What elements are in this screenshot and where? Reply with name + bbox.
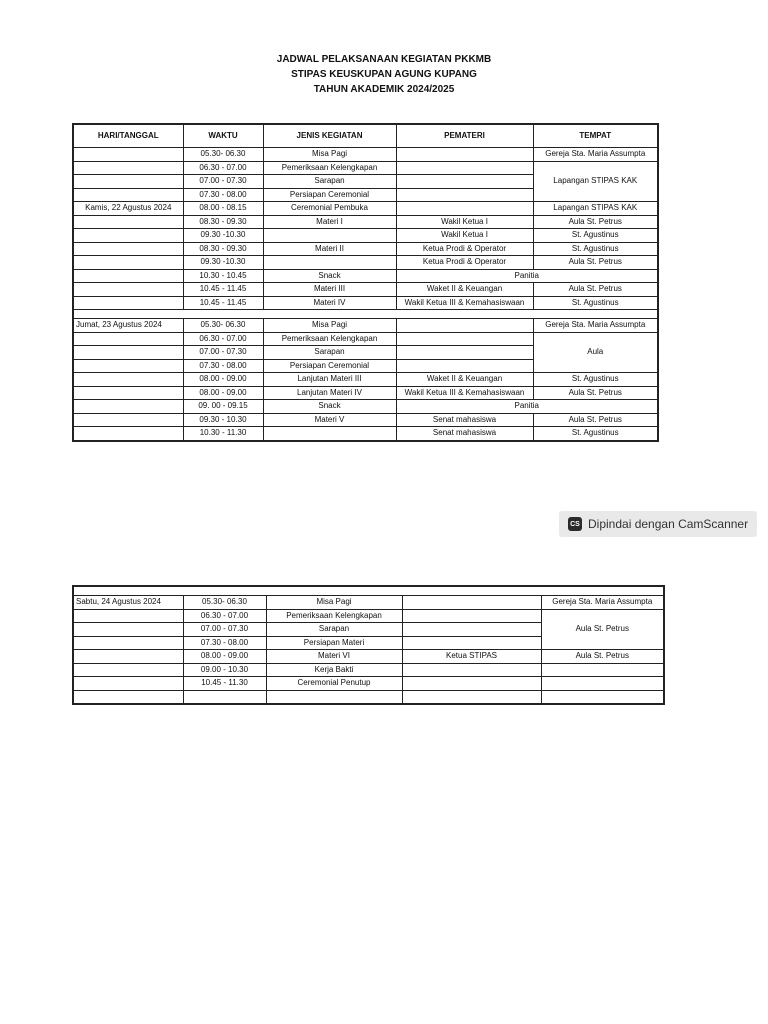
table-row — [73, 215, 658, 229]
place-cell: St. Agustinus — [533, 229, 658, 243]
table-row — [73, 650, 664, 664]
activity-cell: Ceremonial Pembuka — [263, 202, 396, 216]
header-place: TEMPAT — [533, 124, 658, 148]
table-row — [73, 148, 658, 162]
table-row — [73, 283, 658, 297]
table-row — [73, 413, 658, 427]
activity-cell: Pemeriksaan Kelengkapan — [263, 332, 396, 346]
time-cell: 07.00 - 07.30 — [183, 623, 266, 637]
speaker-cell: Ketua Prodi & Operator — [396, 256, 533, 270]
table-row — [73, 202, 658, 216]
time-cell: 10.45 - 11.30 — [183, 677, 266, 691]
speaker-cell — [402, 609, 541, 623]
place-cell: St. Agustinus — [533, 427, 658, 441]
activity-cell: Sarapan — [266, 623, 402, 637]
time-cell: 07.30 - 08.00 — [183, 359, 263, 373]
activity-cell: Kerja Bakti — [266, 663, 402, 677]
camscanner-watermark — [559, 511, 757, 537]
activity-cell: Sarapan — [263, 175, 396, 189]
speaker-cell — [402, 596, 541, 610]
table-row — [73, 161, 658, 175]
header-day: HARI/TANGGAL — [73, 124, 183, 148]
activity-cell — [263, 229, 396, 243]
speaker-cell: Ketua STIPAS — [402, 650, 541, 664]
time-cell: 05.30- 06.30 — [183, 319, 263, 333]
time-cell: 07.30 - 08.00 — [183, 188, 263, 202]
time-cell: 07.00 - 07.30 — [183, 346, 263, 360]
place-cell: Aula St. Petrus — [541, 650, 664, 664]
table-row — [73, 242, 658, 256]
day-cell: Sabtu, 24 Agustus 2024 — [73, 596, 183, 610]
table-row — [73, 296, 658, 310]
table-row — [73, 427, 658, 441]
speaker-cell — [402, 636, 541, 650]
table-row — [73, 229, 658, 243]
activity-cell: Lanjutan Materi III — [263, 373, 396, 387]
time-cell: 10.30 - 11.30 — [183, 427, 263, 441]
time-cell: 05.30- 06.30 — [183, 148, 263, 162]
speaker-cell: Senat mahasiswa — [396, 427, 533, 441]
table-row — [73, 373, 658, 387]
activity-cell: Ceremonial Penutup — [266, 677, 402, 691]
place-cell: Aula St. Petrus — [541, 609, 664, 650]
activity-cell: Materi I — [263, 215, 396, 229]
activity-cell: Materi V — [263, 413, 396, 427]
time-cell: 10.45 - 11.45 — [183, 283, 263, 297]
activity-cell — [263, 256, 396, 270]
header-speaker: PEMATERI — [396, 124, 533, 148]
speaker-cell: Waket II & Keuangan — [396, 373, 533, 387]
activity-cell: Pemeriksaan Kelengkapan — [263, 161, 396, 175]
time-cell: 09.30 - 10.30 — [183, 413, 263, 427]
place-cell: Gereja Sta. Maria Assumpta — [533, 319, 658, 333]
speaker-cell: Waket II & Keuangan — [396, 283, 533, 297]
time-cell: 10.45 - 11.45 — [183, 296, 263, 310]
time-cell: 08.00 - 09.00 — [183, 373, 263, 387]
activity-cell: Snack — [263, 269, 396, 283]
speaker-cell: Wakil Ketua III & Kemahasiswaan — [396, 386, 533, 400]
day-cell: Jumat, 23 Agustus 2024 — [73, 319, 183, 333]
activity-cell: Materi IV — [263, 296, 396, 310]
schedule-table-continued — [72, 585, 665, 705]
place-cell: Aula St. Petrus — [533, 256, 658, 270]
time-cell: 05.30- 06.30 — [183, 596, 266, 610]
table-row — [73, 663, 664, 677]
speaker-cell — [396, 175, 533, 189]
activity-cell: Misa Pagi — [266, 596, 402, 610]
speaker-cell: Wakil Ketua I — [396, 215, 533, 229]
speaker-cell — [402, 663, 541, 677]
speaker-cell — [396, 202, 533, 216]
place-cell — [541, 677, 664, 691]
activity-cell: Snack — [263, 400, 396, 414]
cs-logo-icon: CS — [568, 517, 582, 531]
activity-cell: Misa Pagi — [263, 148, 396, 162]
table-row — [73, 386, 658, 400]
place-cell — [541, 663, 664, 677]
title-line-1: JADWAL PELAKSANAAN KEGIATAN PKKMB — [276, 54, 492, 65]
activity-cell: Misa Pagi — [263, 319, 396, 333]
activity-cell: Pemeriksaan Kelengkapan — [266, 609, 402, 623]
speaker-cell: Ketua Prodi & Operator — [396, 242, 533, 256]
speaker-cell — [396, 161, 533, 175]
time-cell: 09.00 - 10.30 — [183, 663, 266, 677]
day-cell: Kamis, 22 Agustus 2024 — [73, 202, 183, 216]
table-row — [73, 690, 664, 704]
table-row — [73, 677, 664, 691]
time-cell: 08.30 - 09.30 — [183, 242, 263, 256]
speaker-cell: Wakil Ketua III & Kemahasiswaan — [396, 296, 533, 310]
spacer-row — [73, 586, 664, 596]
time-cell: 09.30 -10.30 — [183, 256, 263, 270]
time-cell: 09.30 -10.30 — [183, 229, 263, 243]
activity-cell: Persiapan Ceremonial — [263, 359, 396, 373]
table-row — [73, 269, 658, 283]
place-cell: St. Agustinus — [533, 242, 658, 256]
place-cell: Aula St. Petrus — [533, 215, 658, 229]
place-cell: Gereja Sta. Maria Assumpta — [533, 148, 658, 162]
activity-cell: Sarapan — [263, 346, 396, 360]
title-line-3: TAHUN AKADEMIK 2024/2025 — [313, 84, 455, 95]
place-cell: Aula St. Petrus — [533, 283, 658, 297]
speaker-cell — [396, 359, 533, 373]
place-cell: St. Agustinus — [533, 296, 658, 310]
panitia-cell: Panitia — [396, 269, 658, 283]
time-cell: 09. 00 - 09.15 — [183, 400, 263, 414]
table-row — [73, 609, 664, 623]
time-cell: 08.00 - 09.00 — [183, 650, 266, 664]
activity-cell: Materi III — [263, 283, 396, 297]
time-cell: 07.30 - 08.00 — [183, 636, 266, 650]
activity-cell: Lanjutan Materi IV — [263, 386, 396, 400]
schedule-table — [72, 123, 659, 442]
table-row — [73, 400, 658, 414]
time-cell: 06.30 - 07.00 — [183, 332, 263, 346]
document-title — [0, 52, 768, 97]
header-time: WAKTU — [183, 124, 263, 148]
speaker-cell: Wakil Ketua I — [396, 229, 533, 243]
time-cell: 08.30 - 09.30 — [183, 215, 263, 229]
activity-cell: Materi VI — [266, 650, 402, 664]
spacer-row — [73, 310, 658, 319]
place-cell: Aula St. Petrus — [533, 413, 658, 427]
watermark-text: Dipindai dengan CamScanner — [588, 517, 749, 531]
place-cell: Aula St. Petrus — [533, 386, 658, 400]
time-cell: 06.30 - 07.00 — [183, 609, 266, 623]
activity-cell — [263, 427, 396, 441]
activity-cell: Persiapan Materi — [266, 636, 402, 650]
time-cell: 10.30 - 10.45 — [183, 269, 263, 283]
header-row — [73, 124, 658, 148]
activity-cell: Persiapan Ceremonial — [263, 188, 396, 202]
activity-cell: Materi II — [263, 242, 396, 256]
speaker-cell — [396, 332, 533, 346]
table-row — [73, 332, 658, 346]
speaker-cell — [396, 188, 533, 202]
place-cell: Gereja Sta. Maria Assumpta — [541, 596, 664, 610]
place-cell: Lapangan STIPAS KAK — [533, 202, 658, 216]
time-cell: 08.00 - 09.00 — [183, 386, 263, 400]
panitia-cell: Panitia — [396, 400, 658, 414]
speaker-cell: Senat mahasiswa — [396, 413, 533, 427]
title-line-2: STIPAS KEUSKUPAN AGUNG KUPANG — [291, 69, 477, 80]
place-cell: Aula — [533, 332, 658, 373]
time-cell: 06.30 - 07.00 — [183, 161, 263, 175]
table-row — [73, 319, 658, 333]
time-cell: 08.00 - 08.15 — [183, 202, 263, 216]
speaker-cell — [396, 346, 533, 360]
speaker-cell — [402, 677, 541, 691]
table-row — [73, 596, 664, 610]
place-cell: Lapangan STIPAS KAK — [533, 161, 658, 202]
place-cell: St. Agustinus — [533, 373, 658, 387]
header-activity: JENIS KEGIATAN — [263, 124, 396, 148]
time-cell: 07.00 - 07.30 — [183, 175, 263, 189]
table-row — [73, 256, 658, 270]
speaker-cell — [396, 319, 533, 333]
speaker-cell — [396, 148, 533, 162]
speaker-cell — [402, 623, 541, 637]
